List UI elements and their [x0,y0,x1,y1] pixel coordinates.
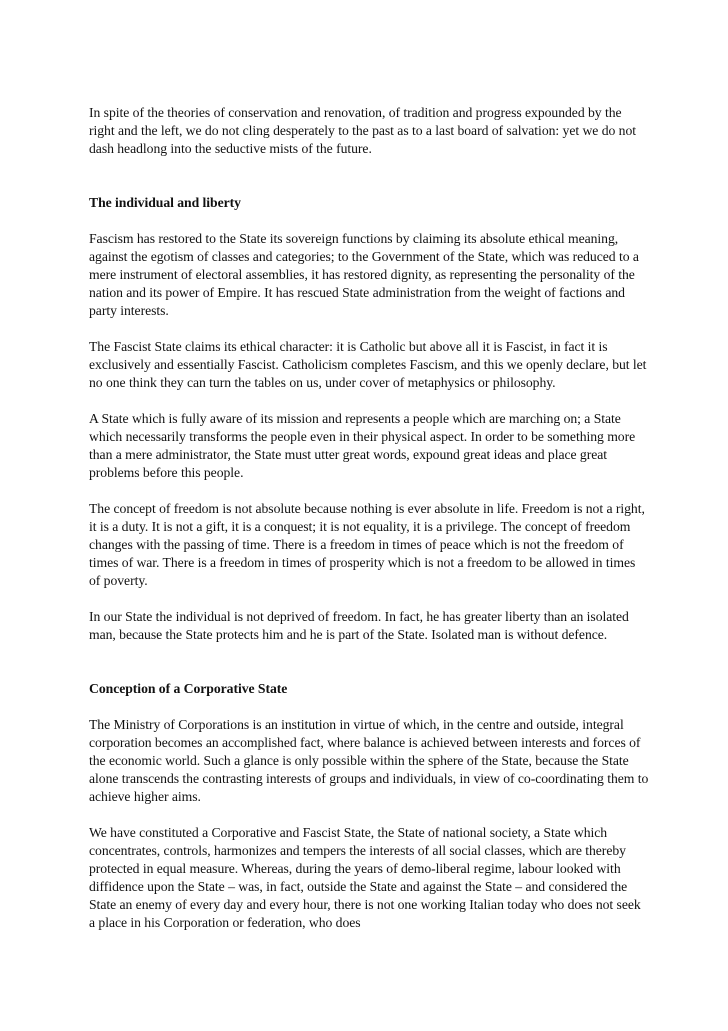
intro-paragraph: In spite of the theories of conservation and renovation, of tradition and progress expounded by the right and the left, we do not cling desperately to the past as to a last board of salvation: yet we do not dash headlong into the seductive mists of the future. [89,105,636,156]
body-paragraph: The concept of freedom is not absolute because nothing is ever absolute in life. Freedom is not a right, it is a duty. It is not a gift, it is a conquest; it is not equality, it is a privilege. The concept of freedom changes with the passing of time. There is a freedom in times of peace which is not the freedom of times of war. There is a freedom in times of prosperity which is not a freedom to be allowed in times of poverty. [89,501,645,588]
body-paragraph: We have constituted a Corporative and Fascist State, the State of national society, a State which concentrates, controls, harmonizes and tempers the interests of all social classes, which are thereby protected in equal measure. Whereas, during the years of demo-liberal regime, labour looked with diffidence upon the State – was, in fact, outside the State and against the State – and considered the State an enemy of every day and every hour, there is not one working Italian today who does not seek a place in his Corporation or federation, who does [89,825,641,930]
body-paragraph: A State which is fully aware of its mission and represents a people which are marching on; a State which necessarily transforms the people even in their physical aspect. In order to be something more than a mere administrator, the State must utter great words, expound great ideas and place great problems before this people. [89,411,636,480]
document-body [89,104,649,932]
body-paragraph: In our State the individual is not deprived of freedom. In fact, he has greater liberty than an isolated man, because the State protects him and he is part of the State. Isolated man is without defence. [89,609,629,642]
body-paragraph: Fascism has restored to the State its sovereign functions by claiming its absolute ethical meaning, against the egotism of classes and categories; to the Government of the State, which was reduced to a mere instrument of electoral assemblies, it has restored dignity, as representing the personality of the nation and its power of Empire. It has rescued State administration from the weight of factions and party interests. [89,231,639,318]
body-paragraph: The Fascist State claims its ethical character: it is Catholic but above all it is Fascist, in fact it is exclusively and essentially Fascist. Catholicism completes Fascism, and this we openly declare, but let no one think they can turn the tables on us, under cover of metaphysics or philosophy. [89,339,647,390]
body-paragraph: The Ministry of Corporations is an institution in virtue of which, in the centre and outside, integral corporation becomes an accomplished fact, where balance is achieved between interests and forces of the economic world. Such a glance is only possible within the sphere of the State, because the State alone transcends the contrasting interests of groups and individuals, in view of co-coordinating them to achieve higher aims. [89,717,649,804]
section-heading-individual-liberty: The individual and liberty [89,195,241,210]
section-heading-corporative-state: Conception of a Corporative State [89,681,288,696]
